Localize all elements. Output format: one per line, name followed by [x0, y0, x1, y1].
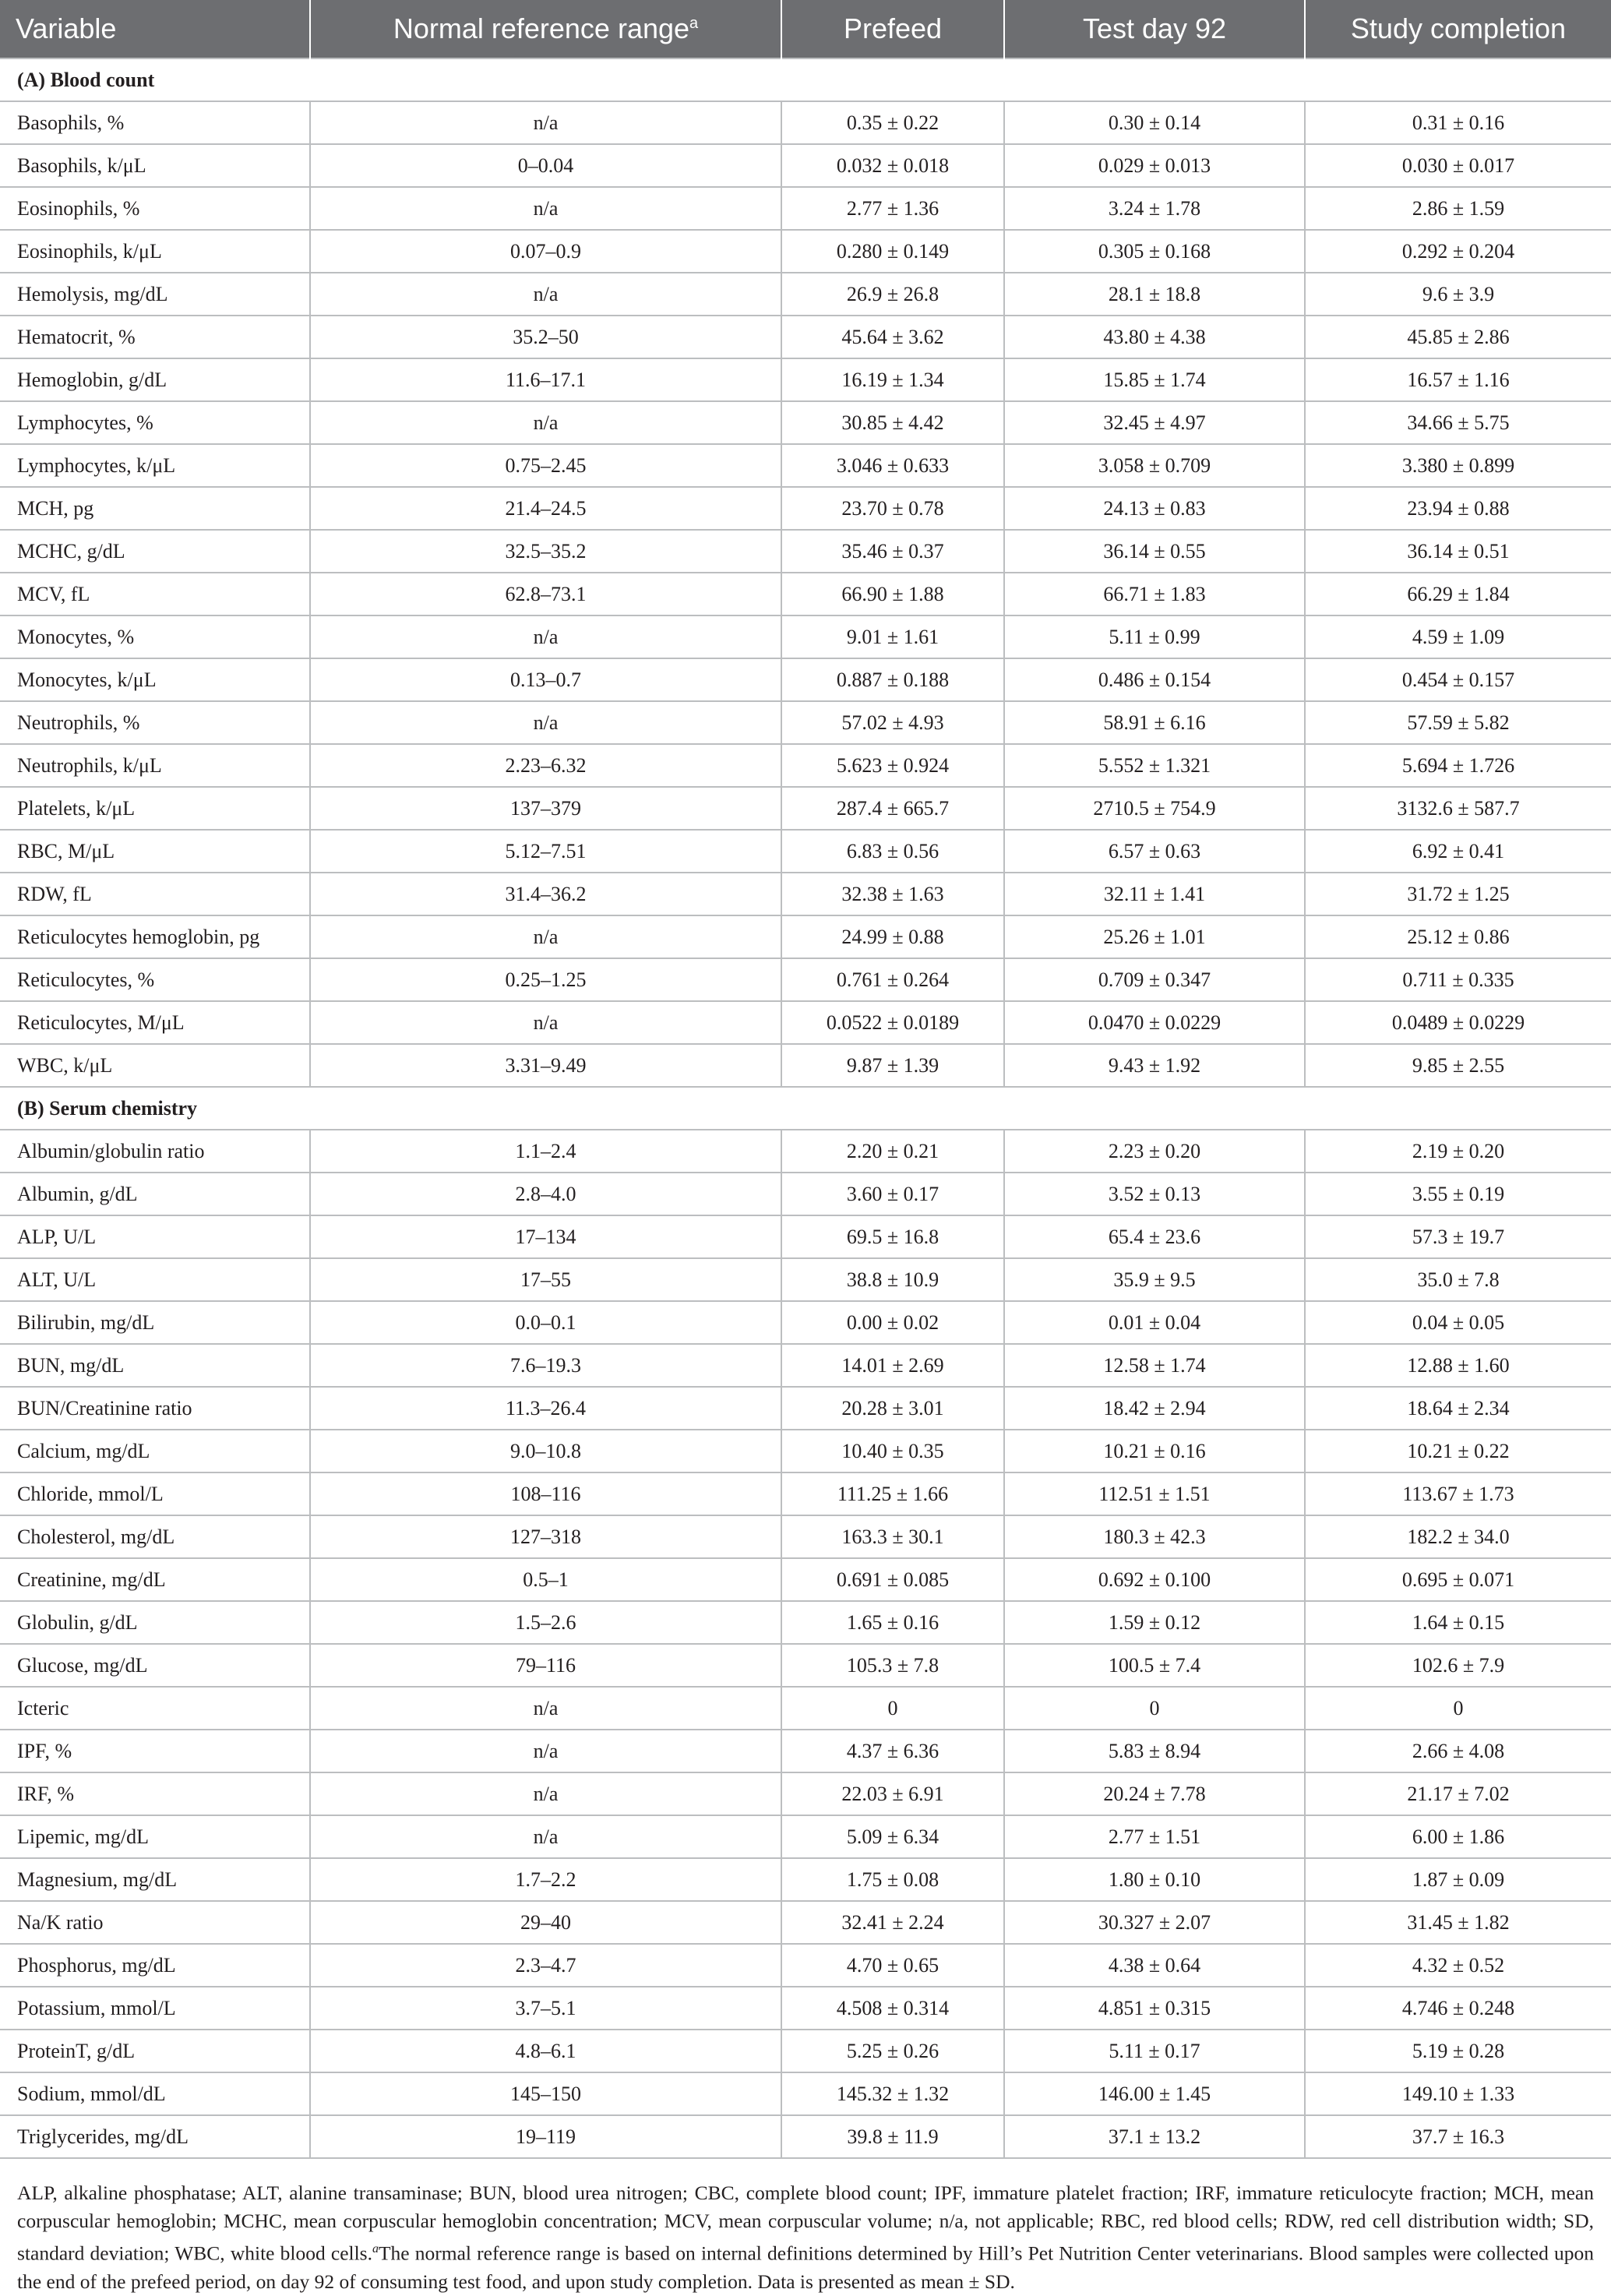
cell-variable: MCH, pg	[0, 487, 310, 530]
table-row	[0, 615, 1611, 658]
table-row	[0, 744, 1611, 787]
cell-reference-range: 0.75–2.45	[310, 444, 781, 487]
cell-test-day-92: 0.709 ± 0.347	[1004, 958, 1305, 1001]
cell-test-day-92: 0.692 ± 0.100	[1004, 1558, 1305, 1601]
table-row	[0, 1558, 1611, 1601]
cell-prefeed: 45.64 ± 3.62	[781, 316, 1004, 358]
cell-variable: Creatinine, mg/dL	[0, 1558, 310, 1601]
cell-study-completion: 31.45 ± 1.82	[1305, 1901, 1611, 1944]
cell-test-day-92: 1.59 ± 0.12	[1004, 1601, 1305, 1644]
cell-test-day-92: 0	[1004, 1687, 1305, 1730]
section-title: (A) Blood count	[0, 58, 1611, 101]
table-row	[0, 658, 1611, 701]
cell-study-completion: 0.454 ± 0.157	[1305, 658, 1611, 701]
cell-prefeed: 32.41 ± 2.24	[781, 1901, 1004, 1944]
table-row	[0, 1258, 1611, 1301]
section-header-row	[0, 1087, 1611, 1130]
cell-study-completion: 2.19 ± 0.20	[1305, 1130, 1611, 1173]
table-row	[0, 1215, 1611, 1258]
cell-prefeed: 5.623 ± 0.924	[781, 744, 1004, 787]
cell-reference-range: 127–318	[310, 1515, 781, 1558]
table-row	[0, 1472, 1611, 1515]
cell-study-completion: 4.32 ± 0.52	[1305, 1944, 1611, 1987]
cell-reference-range: n/a	[310, 701, 781, 744]
header-test-day-92: Test day 92	[1004, 0, 1305, 58]
cell-reference-range: 0–0.04	[310, 144, 781, 187]
cell-prefeed: 163.3 ± 30.1	[781, 1515, 1004, 1558]
cell-test-day-92: 0.486 ± 0.154	[1004, 658, 1305, 701]
cell-test-day-92: 3.058 ± 0.709	[1004, 444, 1305, 487]
footnote-marker: a	[372, 2242, 379, 2255]
cell-reference-range: n/a	[310, 1001, 781, 1044]
header-variable: Variable	[0, 0, 310, 58]
cell-variable: RDW, fL	[0, 873, 310, 915]
table-row	[0, 701, 1611, 744]
cell-test-day-92: 24.13 ± 0.83	[1004, 487, 1305, 530]
cell-reference-range: n/a	[310, 273, 781, 316]
table-row	[0, 401, 1611, 444]
table-row	[0, 1730, 1611, 1772]
cell-reference-range: 2.3–4.7	[310, 1944, 781, 1987]
cell-variable: Eosinophils, %	[0, 187, 310, 230]
cell-study-completion: 0.04 ± 0.05	[1305, 1301, 1611, 1344]
cell-test-day-92: 6.57 ± 0.63	[1004, 830, 1305, 873]
cell-variable: Albumin/globulin ratio	[0, 1130, 310, 1173]
cell-test-day-92: 100.5 ± 7.4	[1004, 1644, 1305, 1687]
table-row	[0, 1301, 1611, 1344]
table-row	[0, 1001, 1611, 1044]
cell-test-day-92: 0.0470 ± 0.0229	[1004, 1001, 1305, 1044]
cell-study-completion: 57.59 ± 5.82	[1305, 701, 1611, 744]
cell-reference-range: 29–40	[310, 1901, 781, 1944]
cell-study-completion: 36.14 ± 0.51	[1305, 530, 1611, 573]
cell-test-day-92: 0.01 ± 0.04	[1004, 1301, 1305, 1344]
cell-test-day-92: 0.029 ± 0.013	[1004, 144, 1305, 187]
cell-test-day-92: 2.23 ± 0.20	[1004, 1130, 1305, 1173]
table-row	[0, 358, 1611, 401]
cell-reference-range: 31.4–36.2	[310, 873, 781, 915]
cell-variable: RBC, M/μL	[0, 830, 310, 873]
table-row	[0, 230, 1611, 273]
cell-study-completion: 4.746 ± 0.248	[1305, 1987, 1611, 2030]
cell-prefeed: 0	[781, 1687, 1004, 1730]
cell-study-completion: 21.17 ± 7.02	[1305, 1772, 1611, 1815]
table-row	[0, 273, 1611, 316]
cell-variable: IRF, %	[0, 1772, 310, 1815]
cell-variable: Phosphorus, mg/dL	[0, 1944, 310, 1987]
table-row	[0, 787, 1611, 830]
cell-study-completion: 3.380 ± 0.899	[1305, 444, 1611, 487]
cell-study-completion: 45.85 ± 2.86	[1305, 316, 1611, 358]
cell-variable: Reticulocytes, %	[0, 958, 310, 1001]
table-row	[0, 1130, 1611, 1173]
cell-variable: Monocytes, k/μL	[0, 658, 310, 701]
cell-variable: Reticulocytes, M/μL	[0, 1001, 310, 1044]
cell-study-completion: 0.711 ± 0.335	[1305, 958, 1611, 1001]
table-row	[0, 1858, 1611, 1901]
table-body	[0, 58, 1611, 2158]
header-study-completion: Study completion	[1305, 0, 1611, 58]
cell-prefeed: 6.83 ± 0.56	[781, 830, 1004, 873]
table-row	[0, 830, 1611, 873]
cell-reference-range: 3.31–9.49	[310, 1044, 781, 1087]
cell-prefeed: 38.8 ± 10.9	[781, 1258, 1004, 1301]
cell-study-completion: 0.695 ± 0.071	[1305, 1558, 1611, 1601]
cell-test-day-92: 9.43 ± 1.92	[1004, 1044, 1305, 1087]
cell-prefeed: 9.01 ± 1.61	[781, 615, 1004, 658]
cell-test-day-92: 35.9 ± 9.5	[1004, 1258, 1305, 1301]
cell-test-day-92: 3.52 ± 0.13	[1004, 1173, 1305, 1215]
cell-prefeed: 2.20 ± 0.21	[781, 1130, 1004, 1173]
cell-variable: BUN, mg/dL	[0, 1344, 310, 1387]
cell-study-completion: 1.64 ± 0.15	[1305, 1601, 1611, 1644]
cell-prefeed: 0.0522 ± 0.0189	[781, 1001, 1004, 1044]
cell-test-day-92: 32.45 ± 4.97	[1004, 401, 1305, 444]
table-row	[0, 958, 1611, 1001]
cell-reference-range: 7.6–19.3	[310, 1344, 781, 1387]
cell-reference-range: 0.0–0.1	[310, 1301, 781, 1344]
cell-study-completion: 35.0 ± 7.8	[1305, 1258, 1611, 1301]
cell-test-day-92: 5.11 ± 0.17	[1004, 2030, 1305, 2072]
table-row	[0, 1430, 1611, 1472]
cell-prefeed: 16.19 ± 1.34	[781, 358, 1004, 401]
cell-test-day-92: 2710.5 ± 754.9	[1004, 787, 1305, 830]
cell-study-completion: 149.10 ± 1.33	[1305, 2072, 1611, 2115]
cell-reference-range: 2.8–4.0	[310, 1173, 781, 1215]
cell-reference-range: 32.5–35.2	[310, 530, 781, 573]
table-row	[0, 873, 1611, 915]
cell-variable: Bilirubin, mg/dL	[0, 1301, 310, 1344]
cell-prefeed: 66.90 ± 1.88	[781, 573, 1004, 615]
cell-prefeed: 57.02 ± 4.93	[781, 701, 1004, 744]
cell-variable: Neutrophils, %	[0, 701, 310, 744]
table-row	[0, 316, 1611, 358]
cell-variable: IPF, %	[0, 1730, 310, 1772]
table-row	[0, 1687, 1611, 1730]
cell-variable: Calcium, mg/dL	[0, 1430, 310, 1472]
cell-prefeed: 111.25 ± 1.66	[781, 1472, 1004, 1515]
table-row	[0, 530, 1611, 573]
cell-reference-range: 2.23–6.32	[310, 744, 781, 787]
cell-study-completion: 34.66 ± 5.75	[1305, 401, 1611, 444]
cell-prefeed: 69.5 ± 16.8	[781, 1215, 1004, 1258]
cell-study-completion: 0.030 ± 0.017	[1305, 144, 1611, 187]
cell-test-day-92: 37.1 ± 13.2	[1004, 2115, 1305, 2158]
cell-test-day-92: 5.11 ± 0.99	[1004, 615, 1305, 658]
cell-reference-range: n/a	[310, 101, 781, 144]
cell-prefeed: 35.46 ± 0.37	[781, 530, 1004, 573]
cell-test-day-92: 65.4 ± 23.6	[1004, 1215, 1305, 1258]
cell-test-day-92: 3.24 ± 1.78	[1004, 187, 1305, 230]
cell-test-day-92: 25.26 ± 1.01	[1004, 915, 1305, 958]
cell-prefeed: 0.280 ± 0.149	[781, 230, 1004, 273]
cell-reference-range: n/a	[310, 187, 781, 230]
cell-test-day-92: 58.91 ± 6.16	[1004, 701, 1305, 744]
cell-prefeed: 4.70 ± 0.65	[781, 1944, 1004, 1987]
cell-prefeed: 3.046 ± 0.633	[781, 444, 1004, 487]
table-row	[0, 187, 1611, 230]
cell-test-day-92: 30.327 ± 2.07	[1004, 1901, 1305, 1944]
cell-study-completion: 9.6 ± 3.9	[1305, 273, 1611, 316]
cell-reference-range: 4.8–6.1	[310, 2030, 781, 2072]
cell-study-completion: 4.59 ± 1.09	[1305, 615, 1611, 658]
footnote-abbreviations: ALP, alkaline phosphatase; ALT, alanine transaminase; BUN, blood urea nitrogen; CBC, complete blood count; IPF, immature platelet fraction; IRF, immature reticulocyte fraction; MCH, mean corpuscular hemoglobin; MCHC, mean corpuscular hemoglobin concentration; MCV, mean corpuscular volume; n/a, not applicable; RBC, red blood cells; RDW, red cell distribution width; SD, standard deviation; WBC, white blood cells.	[17, 2181, 1594, 2265]
table-row	[0, 915, 1611, 958]
header-row	[0, 0, 1611, 58]
cell-test-day-92: 0.30 ± 0.14	[1004, 101, 1305, 144]
cell-variable: ALT, U/L	[0, 1258, 310, 1301]
cell-prefeed: 105.3 ± 7.8	[781, 1644, 1004, 1687]
table-row	[0, 1173, 1611, 1215]
header-prefeed: Prefeed	[781, 0, 1004, 58]
cell-reference-range: 35.2–50	[310, 316, 781, 358]
cell-reference-range: 0.5–1	[310, 1558, 781, 1601]
cell-study-completion: 3.55 ± 0.19	[1305, 1173, 1611, 1215]
cell-prefeed: 30.85 ± 4.42	[781, 401, 1004, 444]
cell-test-day-92: 180.3 ± 42.3	[1004, 1515, 1305, 1558]
cell-study-completion: 57.3 ± 19.7	[1305, 1215, 1611, 1258]
cell-prefeed: 0.032 ± 0.018	[781, 144, 1004, 187]
table-row	[0, 1772, 1611, 1815]
cell-prefeed: 1.65 ± 0.16	[781, 1601, 1004, 1644]
table-row	[0, 101, 1611, 144]
cell-prefeed: 20.28 ± 3.01	[781, 1387, 1004, 1430]
cell-prefeed: 145.32 ± 1.32	[781, 2072, 1004, 2115]
cell-reference-range: n/a	[310, 915, 781, 958]
cell-study-completion: 3132.6 ± 587.7	[1305, 787, 1611, 830]
cell-test-day-92: 10.21 ± 0.16	[1004, 1430, 1305, 1472]
cell-reference-range: 21.4–24.5	[310, 487, 781, 530]
cell-study-completion: 0.0489 ± 0.0229	[1305, 1001, 1611, 1044]
section-header-row	[0, 58, 1611, 101]
table-row	[0, 2072, 1611, 2115]
cell-variable: Icteric	[0, 1687, 310, 1730]
cell-variable: Basophils, k/μL	[0, 144, 310, 187]
cell-variable: Lymphocytes, %	[0, 401, 310, 444]
table-row	[0, 444, 1611, 487]
table-footnote	[0, 2159, 1611, 2296]
cell-reference-range: n/a	[310, 401, 781, 444]
cell-reference-range: 1.1–2.4	[310, 1130, 781, 1173]
cell-variable: Cholesterol, mg/dL	[0, 1515, 310, 1558]
cell-prefeed: 23.70 ± 0.78	[781, 487, 1004, 530]
cell-prefeed: 14.01 ± 2.69	[781, 1344, 1004, 1387]
cell-variable: ALP, U/L	[0, 1215, 310, 1258]
table-row	[0, 1644, 1611, 1687]
cell-reference-range: n/a	[310, 1730, 781, 1772]
cell-variable: Glucose, mg/dL	[0, 1644, 310, 1687]
cell-study-completion: 0.292 ± 0.204	[1305, 230, 1611, 273]
table-row	[0, 1044, 1611, 1087]
cell-variable: Neutrophils, k/μL	[0, 744, 310, 787]
cell-variable: Hemolysis, mg/dL	[0, 273, 310, 316]
cell-variable: Triglycerides, mg/dL	[0, 2115, 310, 2158]
cell-test-day-92: 112.51 ± 1.51	[1004, 1472, 1305, 1515]
cell-prefeed: 287.4 ± 665.7	[781, 787, 1004, 830]
table-row	[0, 1515, 1611, 1558]
cell-reference-range: 145–150	[310, 2072, 781, 2115]
table-row	[0, 2115, 1611, 2158]
cell-variable: Sodium, mmol/dL	[0, 2072, 310, 2115]
cell-variable: Hematocrit, %	[0, 316, 310, 358]
cell-test-day-92: 0.305 ± 0.168	[1004, 230, 1305, 273]
header-reference-range: Normal reference range$^a$	[310, 0, 781, 58]
table-row	[0, 2030, 1611, 2072]
cell-reference-range: 1.5–2.6	[310, 1601, 781, 1644]
table-row	[0, 1901, 1611, 1944]
cell-reference-range: 19–119	[310, 2115, 781, 2158]
cell-reference-range: 17–134	[310, 1215, 781, 1258]
cell-prefeed: 0.887 ± 0.188	[781, 658, 1004, 701]
cell-test-day-92: 5.83 ± 8.94	[1004, 1730, 1305, 1772]
cell-reference-range: n/a	[310, 1815, 781, 1858]
cell-study-completion: 102.6 ± 7.9	[1305, 1644, 1611, 1687]
cell-variable: Platelets, k/μL	[0, 787, 310, 830]
cell-prefeed: 9.87 ± 1.39	[781, 1044, 1004, 1087]
cell-prefeed: 5.25 ± 0.26	[781, 2030, 1004, 2072]
cell-test-day-92: 1.80 ± 0.10	[1004, 1858, 1305, 1901]
cell-prefeed: 39.8 ± 11.9	[781, 2115, 1004, 2158]
cell-test-day-92: 2.77 ± 1.51	[1004, 1815, 1305, 1858]
cell-study-completion: 0	[1305, 1687, 1611, 1730]
cell-study-completion: 16.57 ± 1.16	[1305, 358, 1611, 401]
cell-variable: BUN/Creatinine ratio	[0, 1387, 310, 1430]
cell-prefeed: 2.77 ± 1.36	[781, 187, 1004, 230]
cell-prefeed: 0.761 ± 0.264	[781, 958, 1004, 1001]
cell-prefeed: 1.75 ± 0.08	[781, 1858, 1004, 1901]
cell-study-completion: 0.31 ± 0.16	[1305, 101, 1611, 144]
cell-variable: Magnesium, mg/dL	[0, 1858, 310, 1901]
cell-prefeed: 22.03 ± 6.91	[781, 1772, 1004, 1815]
table-row	[0, 1387, 1611, 1430]
cell-study-completion: 10.21 ± 0.22	[1305, 1430, 1611, 1472]
cell-reference-range: 137–379	[310, 787, 781, 830]
cell-study-completion: 9.85 ± 2.55	[1305, 1044, 1611, 1087]
cell-prefeed: 26.9 ± 26.8	[781, 273, 1004, 316]
cell-reference-range: 11.3–26.4	[310, 1387, 781, 1430]
cell-variable: Hemoglobin, g/dL	[0, 358, 310, 401]
cell-variable: Lymphocytes, k/μL	[0, 444, 310, 487]
cell-reference-range: 0.07–0.9	[310, 230, 781, 273]
table-row	[0, 1944, 1611, 1987]
cell-variable: Na/K ratio	[0, 1901, 310, 1944]
cell-reference-range: 0.13–0.7	[310, 658, 781, 701]
cell-test-day-92: 36.14 ± 0.55	[1004, 530, 1305, 573]
cell-reference-range: 0.25–1.25	[310, 958, 781, 1001]
cell-prefeed: 24.99 ± 0.88	[781, 915, 1004, 958]
cell-study-completion: 6.92 ± 0.41	[1305, 830, 1611, 873]
cell-prefeed: 5.09 ± 6.34	[781, 1815, 1004, 1858]
footnote-note: The normal reference range is based on internal definitions determined by Hill’s Pet Nutrition Center veterinarians. Blood samples were collected upon the end of the prefeed period, on day 92 of consuming test food, and upon study completion. Data is presented as mean ± SD.	[17, 2241, 1594, 2293]
cell-test-day-92: 32.11 ± 1.41	[1004, 873, 1305, 915]
table-row	[0, 1601, 1611, 1644]
cell-study-completion: 1.87 ± 0.09	[1305, 1858, 1611, 1901]
table-row	[0, 487, 1611, 530]
cell-variable: MCV, fL	[0, 573, 310, 615]
cell-study-completion: 2.66 ± 4.08	[1305, 1730, 1611, 1772]
cell-test-day-92: 146.00 ± 1.45	[1004, 2072, 1305, 2115]
cell-prefeed: 32.38 ± 1.63	[781, 873, 1004, 915]
cell-test-day-92: 43.80 ± 4.38	[1004, 316, 1305, 358]
cell-prefeed: 3.60 ± 0.17	[781, 1173, 1004, 1215]
cell-variable: Potassium, mmol/L	[0, 1987, 310, 2030]
cell-study-completion: 2.86 ± 1.59	[1305, 187, 1611, 230]
cell-test-day-92: 28.1 ± 18.8	[1004, 273, 1305, 316]
table-row	[0, 573, 1611, 615]
table-row	[0, 1344, 1611, 1387]
cell-reference-range: 17–55	[310, 1258, 781, 1301]
cell-variable: ProteinT, g/dL	[0, 2030, 310, 2072]
cell-variable: MCHC, g/dL	[0, 530, 310, 573]
cell-study-completion: 182.2 ± 34.0	[1305, 1515, 1611, 1558]
reference-footnote-marker: a	[689, 15, 699, 32]
cell-study-completion: 6.00 ± 1.86	[1305, 1815, 1611, 1858]
cell-reference-range: 1.7–2.2	[310, 1858, 781, 1901]
section-title: (B) Serum chemistry	[0, 1087, 1611, 1130]
cell-reference-range: 11.6–17.1	[310, 358, 781, 401]
cell-variable: Basophils, %	[0, 101, 310, 144]
cell-reference-range: n/a	[310, 1772, 781, 1815]
cell-test-day-92: 12.58 ± 1.74	[1004, 1344, 1305, 1387]
cell-reference-range: 9.0–10.8	[310, 1430, 781, 1472]
cell-reference-range: 3.7–5.1	[310, 1987, 781, 2030]
cell-variable: Albumin, g/dL	[0, 1173, 310, 1215]
cell-reference-range: 108–116	[310, 1472, 781, 1515]
cell-variable: Eosinophils, k/μL	[0, 230, 310, 273]
cell-variable: Chloride, mmol/L	[0, 1472, 310, 1515]
cell-study-completion: 31.72 ± 1.25	[1305, 873, 1611, 915]
cell-variable: Globulin, g/dL	[0, 1601, 310, 1644]
cell-variable: Monocytes, %	[0, 615, 310, 658]
cell-test-day-92: 5.552 ± 1.321	[1004, 744, 1305, 787]
cell-prefeed: 0.00 ± 0.02	[781, 1301, 1004, 1344]
cell-prefeed: 4.508 ± 0.314	[781, 1987, 1004, 2030]
cell-study-completion: 66.29 ± 1.84	[1305, 573, 1611, 615]
cell-prefeed: 10.40 ± 0.35	[781, 1430, 1004, 1472]
cell-reference-range: n/a	[310, 615, 781, 658]
cell-reference-range: n/a	[310, 1687, 781, 1730]
cell-reference-range: 62.8–73.1	[310, 573, 781, 615]
table-row	[0, 1987, 1611, 2030]
cell-variable: Reticulocytes hemoglobin, pg	[0, 915, 310, 958]
cell-prefeed: 4.37 ± 6.36	[781, 1730, 1004, 1772]
cell-study-completion: 5.19 ± 0.28	[1305, 2030, 1611, 2072]
cell-study-completion: 113.67 ± 1.73	[1305, 1472, 1611, 1515]
table-row	[0, 1815, 1611, 1858]
cell-variable: Lipemic, mg/dL	[0, 1815, 310, 1858]
cell-test-day-92: 4.851 ± 0.315	[1004, 1987, 1305, 2030]
cell-variable: WBC, k/μL	[0, 1044, 310, 1087]
cell-study-completion: 12.88 ± 1.60	[1305, 1344, 1611, 1387]
cell-reference-range: 5.12–7.51	[310, 830, 781, 873]
cell-test-day-92: 20.24 ± 7.78	[1004, 1772, 1305, 1815]
cell-test-day-92: 15.85 ± 1.74	[1004, 358, 1305, 401]
cell-test-day-92: 66.71 ± 1.83	[1004, 573, 1305, 615]
cell-prefeed: 0.691 ± 0.085	[781, 1558, 1004, 1601]
cell-study-completion: 5.694 ± 1.726	[1305, 744, 1611, 787]
cell-study-completion: 37.7 ± 16.3	[1305, 2115, 1611, 2158]
table-row	[0, 144, 1611, 187]
cell-study-completion: 23.94 ± 0.88	[1305, 487, 1611, 530]
cell-test-day-92: 4.38 ± 0.64	[1004, 1944, 1305, 1987]
cell-test-day-92: 18.42 ± 2.94	[1004, 1387, 1305, 1430]
cell-study-completion: 18.64 ± 2.34	[1305, 1387, 1611, 1430]
cell-prefeed: 0.35 ± 0.22	[781, 101, 1004, 144]
cell-reference-range: 79–116	[310, 1644, 781, 1687]
cell-study-completion: 25.12 ± 0.86	[1305, 915, 1611, 958]
